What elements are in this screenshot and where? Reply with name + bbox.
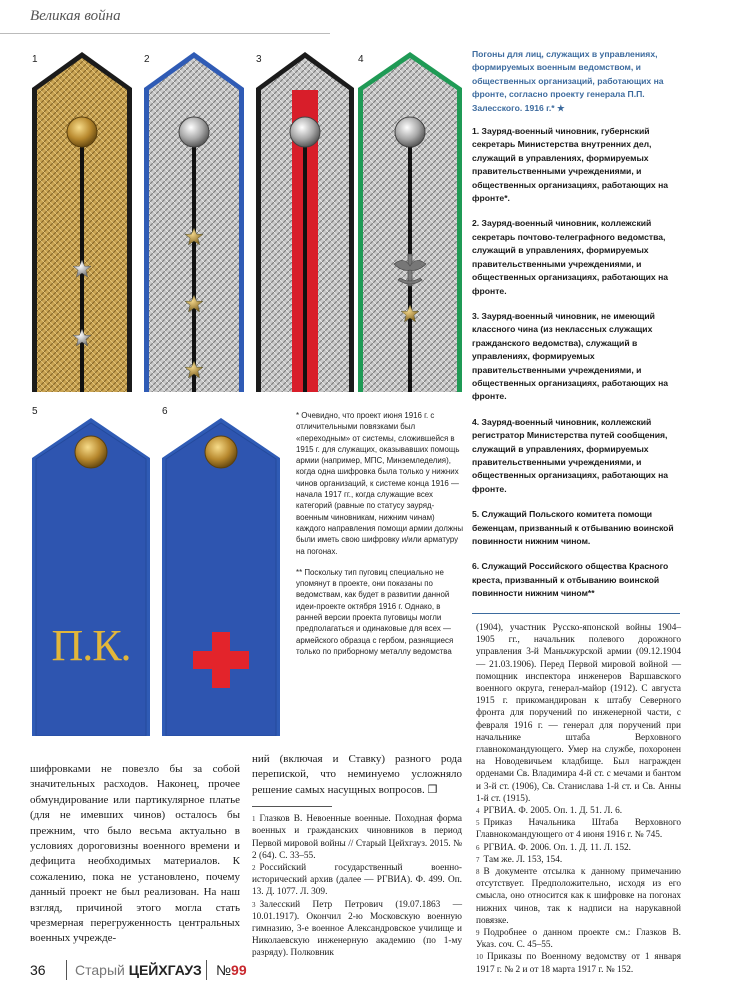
strap-cipher: П.К.	[51, 621, 131, 670]
figure-caption: Погоны для лиц, служащих в управлениях, формируемых военным ведомством, и общественных организаций, работающих на фронте, согласно проекту генерала П.П. Залесского. 1916 г.* ★	[472, 49, 664, 113]
legend-item: 5. Служащий Польского комитета помощи беженцам, призванный к отбыванию воинской повинности нижним чином.	[472, 509, 674, 546]
shoulder-strap-1	[32, 52, 132, 392]
strap-number: 6	[162, 406, 168, 417]
legend-item: 3. Зауряд-военный чиновник, не имеющий классного чина (из некласcных служащих гражданского ведомства), служащий в управлениях, формируемых правительственными учреждениями, и общественных организациях, работающих на фронте.	[472, 310, 669, 402]
footnote: $^2$ Российский государственный военно-исторический архив (далее — РГВИА). Ф. 499. Оп. 13. Д. 1077. Л. 309.	[252, 863, 462, 898]
body-text: ний (включая и Ставку) разного рода перепиской, что неминуемо усложняло решение самых насущных вопросов. ❒	[252, 753, 462, 796]
strap-number: 1	[32, 54, 38, 65]
footnote-rule	[252, 806, 332, 807]
body-column-3	[476, 622, 681, 976]
footnote: $^3$ Залесский Петр Петрович (19.07.1863 — 10.01.1917). Окончил 2-ю Московскую военную гимназию, 3-е военное Александровское училище и Николаевскую инженерную академию (по 1-му разряду). Полковник	[252, 899, 462, 959]
footnote: $^9$ Подробнее о данном проекте см.: Глазков В. Указ. соч. С. 45–55.	[476, 928, 681, 951]
running-header: Великая война	[30, 8, 121, 24]
body-text: шифровками не повезло бы за собой значительных расходов. Наконец, прочее обмундирование или партикулярное платье (для не имевших чинов) осталось бы прежним, что было весьма актуально в условиях дороговизны военного времени и дефицита необходимых материалов. К сожалению, пока не установлено, почему данный проект не был реализован. На наш взгляд, причиной этого могла стать чрезмерная перегруженность центральных военных учрежде-	[30, 763, 240, 945]
shoulder-strap-5	[32, 418, 150, 736]
shoulder-strap-2	[144, 52, 244, 392]
shoulder-strap-6	[162, 418, 280, 736]
footnote: $^7$ Там же. Л. 153, 154.	[476, 854, 563, 865]
legend-item: 2. Зауряд-военный чиновник, коллежский секретарь почтово-телеграфного ведомства, служащий в управлениях, формируемых правительственными учреждениями, и общественных организациях, работающих на фронте.	[472, 218, 669, 296]
footnote: $^6$ РГВИА. Ф. 2006. Оп. 1. Д. 11. Л. 152.	[476, 842, 632, 853]
footer-divider	[206, 960, 207, 980]
strap-number: 5	[32, 406, 38, 417]
figure-notes	[296, 410, 464, 667]
note-1: * Очевидно, что проект июня 1916 г. с отличительными повязками был «переходным» от системы, сложившейся в 1915 г. для служащих, оказывавших помощь армии (например, МПС, Минземледелия), когда одна шифровка была только у нижних чинов организаций, к системе конца 1916 — начала 1917 гг., когда служащие всех категорий (равные по статусу зауряд-военным чиновникам, нижним чинам) каждого направления помощи армии должны были иметь свою шифровку и/или арматуру на погонах.	[296, 411, 464, 556]
footnote: $^8$ В документе отсылка к данному примечанию отсутствует. Предположительно, исходя из его смысла, оно относится как к шифровке на погонах нижних чинов, так к надписи на нарукавной повязке.	[476, 867, 681, 926]
legend-item: 6. Служащий Российского общества Красного креста, призванный к отбыванию воинской повинности нижним чином**	[472, 561, 669, 599]
footnote: $^4$ РГВИА. Ф. 2005. Оп. 1. Д. 51. Л. 6.	[476, 806, 623, 817]
footnote: $^{10}$ Приказы по Военному ведомству от 1 января 1917 г. № 2 и от 18 марта 1917 г. № 152.	[476, 952, 681, 975]
shoulder-strap-4	[358, 52, 462, 392]
header-rule	[0, 33, 330, 34]
caption-panel	[472, 48, 680, 614]
legend-item: 1. Зауряд-военный чиновник, губернский секретарь Министерства внутренних дел, служащий в управлениях, формируемых правительственными учреждениями, и общественных организациях, работающих на фронте*.	[472, 126, 669, 204]
footnote: $^1$ Глазков В. Невоенные военные. Походная форма военных и гражданских чиновников в период Первой мировой войны // Старый Цейхгауз. 2015. № 2 (64). С. 33–55.	[252, 814, 462, 861]
note-2: ** Поскольку тип пуговиц специально не упомянут в проекте, они показаны по ведомствам, как будет в развитии данной идеи-проекте октября 1916 г. Однако, в ранней версии проекта пуговицы могли предполагаться и одинаковые для всех — армейского образца с гербом, разнящиеся только по приборному металлу ведомства	[296, 567, 454, 656]
page-number: 36	[30, 962, 46, 978]
footer-divider	[66, 960, 67, 980]
footnote: $^5$ Приказ Начальника Штаба Верховного Главнокомандующего от 4 июня 1916 г. № 745.	[476, 818, 681, 841]
body-column-2	[252, 752, 462, 960]
footnote-continued: (1904), участник Русско-японской войны 1904–1905 гг., начальник полевого дорожного управления 3-й Маньчжурской армии (09.12.1904 — 21.03.1906). Перед Первой мировой войной — помощник инспектора инженеров Варшавского военного округа, генерал-майор (1912). С августа 1915 г. прикомандирован к штабу Северного фронта для поручений по инженерной части, с февраля 1916 г. — генерал для поручений при начальнике штаба Верховного главнокомандующего. Умер на службе, похоронен на Новодевичьем кладбище. Был награжден орденами Св. Владимира 4-й ст. с мечами и бантом и 3-й ст. (1906), Св. Станислава 1-й ст. и Св. Анны 1-й ст. (1915).	[476, 623, 681, 804]
legend-item: 4. Зауряд-военный чиновник, коллежский регистратор Министерства путей сообщения, служащий в управлениях, формируемых правительственными учреждениями, и общественных организациях, работающих на фронте.	[472, 416, 669, 494]
magazine-title: Старый ЦЕЙХГАУЗ	[75, 962, 202, 978]
strap-number: 3	[256, 54, 262, 65]
strap-number: 4	[358, 54, 364, 65]
issue-number: №99	[216, 962, 247, 978]
shoulder-strap-3	[256, 52, 354, 392]
strap-number: 2	[144, 54, 150, 65]
caption-rule	[472, 613, 680, 614]
body-column-1	[30, 762, 240, 947]
